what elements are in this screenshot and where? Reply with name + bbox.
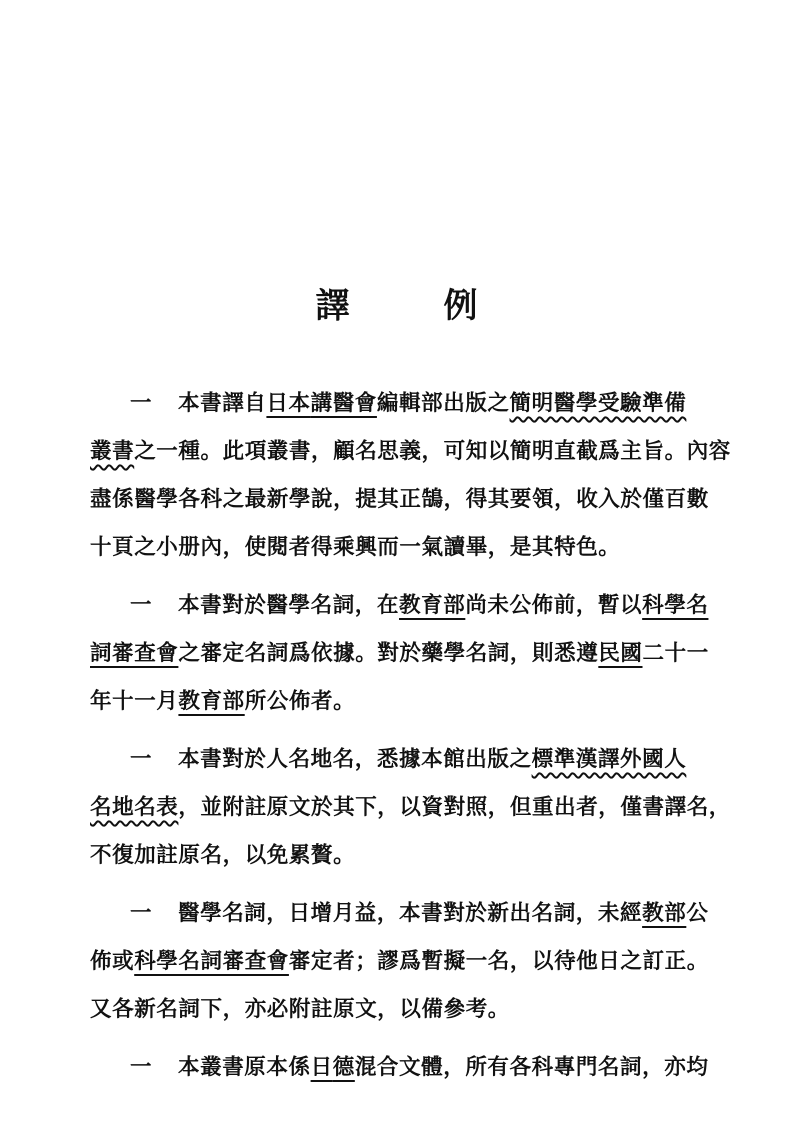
text-segment: 本書對於人名地名，悉據本館出版之 (178, 747, 532, 772)
body-text (90, 380, 731, 1102)
underlined-term: 民國 (598, 641, 643, 666)
underlined-term: 名地名表 (90, 795, 179, 820)
text-segment: 佈或 (90, 949, 135, 974)
text-line (90, 524, 680, 572)
underlined-term: 科學名 (642, 593, 709, 618)
text-line (90, 938, 709, 986)
text-segment: 又各新名詞下，亦必附註原文，以備參考。 (90, 997, 510, 1022)
text-line (90, 476, 709, 524)
text-segment: 公 (686, 901, 709, 926)
text-segment: 所公佈者。 (244, 689, 356, 714)
page-title: 譯 例 (315, 286, 508, 326)
text-segment: 十頁之小册內，使閱者得乘興而一氣讀畢，是其特色。 (90, 535, 621, 560)
text-segment: 本書譯自 (178, 391, 267, 416)
paragraph (90, 380, 731, 572)
underlined-term: 教育部 (178, 689, 245, 714)
paragraph (90, 736, 731, 880)
text-line (90, 832, 680, 880)
underlined-term: 科學名詞審查會 (134, 949, 289, 974)
text-line (90, 630, 709, 678)
paragraph (90, 890, 709, 1034)
text-segment: 醫學名詞，日增月益，本書對於新出名詞，未經 (178, 901, 643, 926)
text-segment: 尚未公佈前，暫以 (465, 593, 643, 618)
text-segment: 二十一 (642, 641, 709, 666)
text-segment: 混合文體，所有各科專門名詞，亦均 (354, 1055, 709, 1080)
text-line (90, 986, 680, 1034)
item-marker: 一 (130, 593, 153, 618)
underlined-term: 日本 (266, 391, 311, 416)
text-segment: ，並附註原文於其下，以資對照，但重出者，僅書譯名， (178, 795, 731, 820)
underlined-term: 教育部 (399, 593, 466, 618)
text-segment: 編輯部出版之 (376, 391, 510, 416)
text-segment: 本叢書原本係 (178, 1055, 311, 1080)
item-marker: 一 (130, 747, 153, 772)
text-line (90, 784, 731, 832)
paragraph (90, 1044, 709, 1092)
item-marker: 一 (130, 391, 153, 416)
text-segment: 不復加註原名，以免累贅。 (90, 843, 356, 868)
text-line (90, 380, 687, 428)
text-segment: 之審定名詞爲依據。對於藥學名詞，則悉遵 (178, 641, 599, 666)
underlined-term: 詞審查會 (90, 641, 179, 666)
text-line (90, 890, 709, 938)
text-line (90, 678, 680, 726)
item-marker: 一 (130, 901, 153, 926)
text-segment: 審定者；謬爲暫擬一名，以待他日之訂正。 (288, 949, 709, 974)
text-line (90, 428, 731, 476)
underlined-term: 簡明醫學受驗準備 (509, 391, 687, 416)
paragraph (90, 582, 709, 726)
text-segment: 本書對於醫學名詞，在 (178, 593, 400, 618)
text-line (90, 736, 687, 784)
item-marker: 一 (130, 1055, 153, 1080)
text-line (90, 1044, 709, 1092)
text-line (90, 582, 709, 630)
underlined-term: 日 (310, 1055, 333, 1080)
text-segment: 之一種。此項叢書，顧名思義，可知以簡明直截爲主旨。內容 (134, 439, 731, 464)
underlined-term: 德 (332, 1055, 355, 1080)
underlined-term: 教部 (642, 901, 687, 926)
underlined-term: 叢書 (90, 439, 135, 464)
underlined-term: 標準漢譯外國人 (531, 747, 687, 772)
text-segment: 盡係醫學各科之最新學說，提其正鵠，得其要領，收入於僅百數 (90, 487, 709, 512)
text-segment: 年十一月 (90, 689, 179, 714)
underlined-term: 講醫會 (310, 391, 377, 416)
